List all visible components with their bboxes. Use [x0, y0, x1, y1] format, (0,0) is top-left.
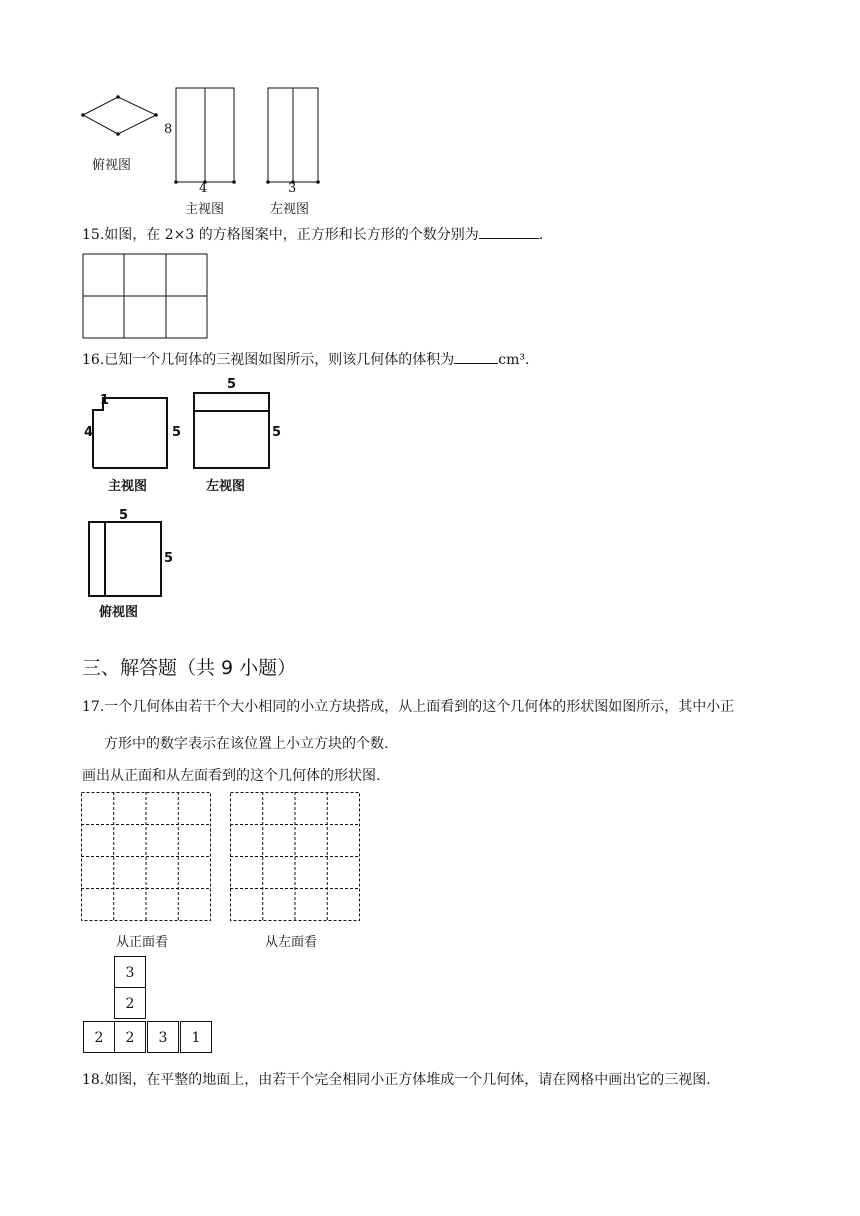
q18-text [82, 1070, 711, 1090]
q17-line1 [82, 697, 734, 717]
fig14-left-width: 3 [288, 181, 297, 196]
q16-text [82, 350, 529, 370]
q17-cell-bottom-1: 2 [83, 1021, 115, 1053]
q17-number: 17. [82, 699, 105, 715]
q17-instruction: 画出从正面和从左面看到的这个几何体的形状图. [82, 768, 381, 784]
section3-title: 三、解答题（共 9 小题） [82, 657, 297, 679]
fig14-top-label: 俯视图 [92, 158, 132, 173]
q16-unit: cm³. [498, 352, 530, 368]
q17-cell-bottom-3: 3 [147, 1021, 179, 1053]
q17-front-grid-label: 从正面看 [116, 935, 169, 950]
q16-top-view [88, 521, 178, 611]
q18-stem: 如图，在平整的地面上，由若干个完全相同小正方体堆成一个几何体，请在网格中画出它的三视图. [104, 1072, 711, 1088]
q16-front-label: 主视图 [108, 479, 148, 494]
fig14-left-view-rect [268, 88, 338, 188]
fig14-front-width: 4 [199, 181, 208, 196]
q15-text [82, 225, 543, 245]
q16-left-top-dim: 5 [227, 377, 237, 392]
q18-number: 18. [82, 1072, 105, 1088]
q15-number: 15. [82, 227, 105, 243]
q16-answer-blank[interactable] [454, 363, 498, 364]
q16-top-top-dim: 5 [119, 508, 129, 523]
q15-grid-figure [83, 254, 213, 344]
q17-front-view-grid[interactable] [81, 792, 213, 922]
q15-stem: 如图，在 2×3 的方格图案中，正方形和长方形的个数分别为 [104, 227, 479, 243]
q17-cell-bottom-2: 2 [114, 1021, 146, 1053]
q17-left-view-grid[interactable] [230, 792, 362, 922]
fig14-front-height: 8 [164, 122, 173, 137]
q16-front-left-dim: 4 [84, 425, 94, 440]
q17-cell-col2-mid: 2 [114, 987, 146, 1019]
q16-left-label: 左视图 [206, 479, 246, 494]
q15-answer-blank[interactable] [479, 238, 539, 239]
fig14-front-label: 主视图 [185, 202, 225, 217]
fig14-front-view-rect [176, 88, 246, 188]
q16-front-corner-dim: 1 [100, 393, 110, 408]
q15-period: . [538, 227, 544, 243]
q16-top-label: 俯视图 [99, 605, 139, 620]
q17-left-grid-label: 从左面看 [265, 935, 318, 950]
q16-front-right-dim: 5 [172, 425, 182, 440]
q16-top-right-dim: 5 [164, 551, 174, 566]
q17-text-line1: 一个几何体由若干个大小相同的小立方块搭成，从上面看到的这个几何体的形状图如图所示，其中小正 [104, 699, 735, 715]
q17-cell-bottom-4: 1 [180, 1021, 212, 1053]
q16-left-right-dim: 5 [272, 425, 282, 440]
q17-text-line2: 方形中的数字表示在该位置上小立方块的个数. [104, 736, 389, 752]
q17-cell-col2-top: 3 [114, 956, 146, 988]
q16-stem: 已知一个几何体的三视图如图所示，则该几何体的体积为 [104, 352, 455, 368]
fig14-left-label: 左视图 [270, 202, 310, 217]
q16-number: 16. [82, 352, 105, 368]
q16-left-view [193, 392, 283, 482]
